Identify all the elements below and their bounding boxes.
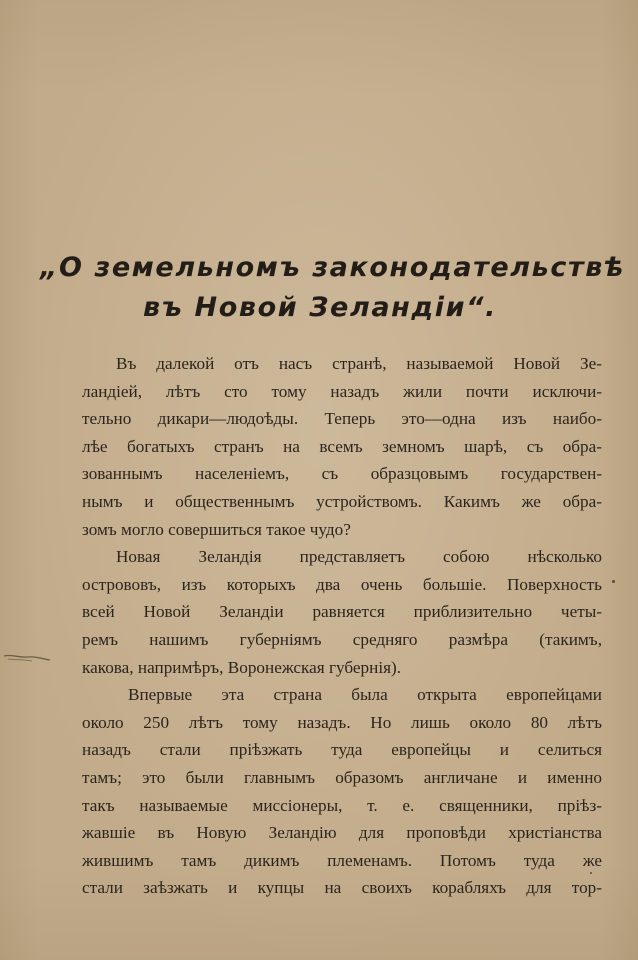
paragraph-2-line-4: ремъ нашимъ губерніямъ средняго размѣра (такимъ,: [82, 629, 602, 649]
paragraph-2-line-5: какова, напримѣръ, Воронежская губернія).: [82, 657, 402, 677]
paragraph-3-line-4: тамъ; это были главнымъ образомъ англичане и именно: [82, 767, 602, 787]
paragraph-3-line-2: около 250 лѣтъ тому назадъ. Но лишь около 80 лѣтъ: [82, 712, 602, 732]
paragraph-3-line-5: такъ называемые миссіонеры, т. е. священники, пріѣз-: [82, 795, 602, 815]
paragraph-1-line-1: Въ далекой отъ насъ странѣ, называемой Новой Зе-: [116, 354, 602, 373]
paragraph-3-line-1: Впервые эта страна была открыта европейцами: [128, 685, 602, 705]
paragraph-2-line-3: всей Новой Зеландіи равняется приблизительно четы-: [82, 602, 602, 622]
paragraph-3-line-3: назадъ стали пріѣзжать туда европейцы и селиться: [82, 740, 602, 760]
paragraph-1-line-4: лѣе богатыхъ странъ на всемъ земномъ шарѣ, съ обра-: [82, 436, 602, 456]
paragraph-3-line-8: стали заѣзжать и купцы на своихъ корабляхъ для тор-: [82, 878, 602, 898]
document-body: [82, 350, 602, 902]
paragraph-1-line-5: зованнымъ населеніемъ, съ образцовымъ государствен-: [82, 464, 602, 484]
paper-speck: [612, 580, 615, 583]
paragraph-1-line-7: зомъ могло совершиться такое чудо?: [82, 519, 351, 539]
document-title-line-1: „О земельномъ законодательствѣ: [40, 252, 626, 283]
ink-scratch-icon: [2, 650, 62, 666]
paragraph-2-line-2: острововъ, изъ которыхъ два очень большіе. Поверхность: [82, 574, 602, 594]
paragraph-3-line-6: жавшіе въ Новую Зеландію для проповѣди христіанства: [82, 823, 602, 843]
paragraph-1-line-6: нымъ и общественнымъ устройствомъ. Какимъ же обра-: [82, 491, 602, 511]
paragraph-2-line-1: Новая Зеландія представляетъ собою нѣсколько: [116, 547, 602, 567]
paragraph-3-line-7: жившимъ тамъ дикимъ племенамъ. Потомъ туда же: [82, 850, 602, 870]
margin-ink-mark: [2, 650, 62, 666]
paper-speck: [590, 872, 592, 874]
paragraph-1-line-3: тельно дикари—людоѣды. Теперь это—одна изъ наибо-: [82, 409, 602, 429]
document-title-line-2: въ Новой Зеландіи“.: [142, 292, 498, 323]
paragraph-1-line-2: ландіей, лѣтъ сто тому назадъ жили почти исключи-: [82, 381, 602, 401]
